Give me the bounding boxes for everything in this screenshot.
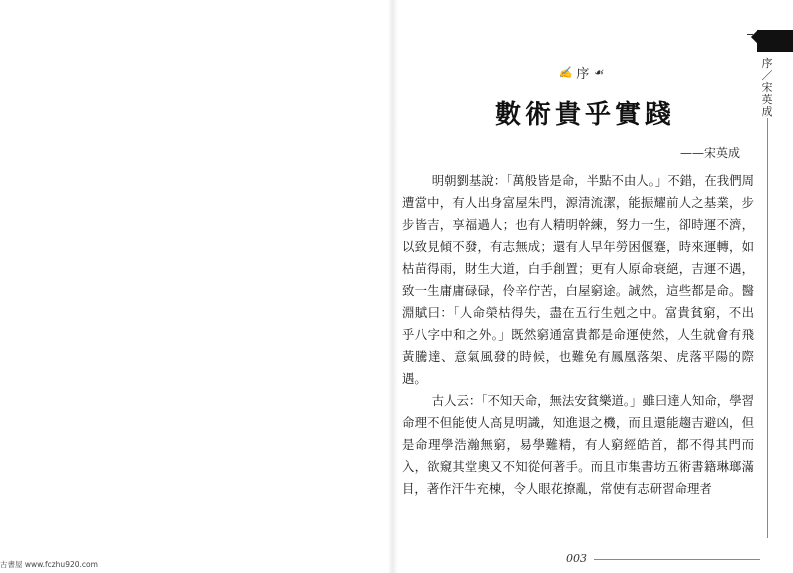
running-head-text: 序／宋英成	[761, 57, 773, 118]
section-deco-left-icon: ✍	[558, 65, 573, 79]
watermark: 古書屋 www.fczhu920.com	[0, 560, 98, 569]
edge-tab-block	[757, 30, 793, 52]
bottom-rule	[594, 559, 760, 560]
paragraph: 古人云：「不知天命，無法安貧樂道。」雖曰達人知命，學習命理不但能使人高見明識，知進退之機，而且還能趨吉避凶，但是命理學浩瀚無窮，易學難精，有人窮經皓首，都不得其門而入，欲窺其堂奧又不知從何著手。而且市集書坊五術書籍琳瑯滿目，著作汗牛充棟，令人眼花撩亂，常使有志研習命理者	[402, 393, 754, 496]
side-rule	[767, 118, 768, 538]
running-head	[760, 58, 774, 118]
section-deco-right-icon: ☙	[593, 65, 604, 79]
paragraph: 明朝劉基說：「萬般皆是命，半點不由人。」不錯，在我們周遭當中，有人出身富屋朱門，源清流潔，能振耀前人之基業，步步皆吉，享福過人；也有人精明幹練，努力一生，卻時運不濟，以致見傾不發，有志無成；還有人早年勞困偃蹇，時來運轉，如枯苗得雨，財生大道，白手創置；更有人原命衰絕，吉運不遇，致一生庸庸碌碌，伶辛佇苦，白屋窮途。誠然，這些都是命。醫淵賦曰：「人命榮枯得失，盡在五行生剋之中。富貴貧窮，不出乎八字中和之外。」既然窮通富貴都是命運使然，人生就會有飛黃騰達、意氣風發的時候，也難免有鳳凰落架、虎落平陽的際遇。	[402, 173, 754, 386]
page-fold-shadow	[388, 0, 398, 573]
section-mark	[548, 64, 614, 80]
edge-tab-mark	[744, 30, 793, 56]
page-title: 數術貴乎實踐	[494, 100, 675, 130]
page-number: 003	[566, 552, 587, 565]
section-label: 序	[576, 66, 590, 82]
author-byline: ——宋英成	[679, 146, 740, 160]
body-text	[402, 170, 754, 500]
